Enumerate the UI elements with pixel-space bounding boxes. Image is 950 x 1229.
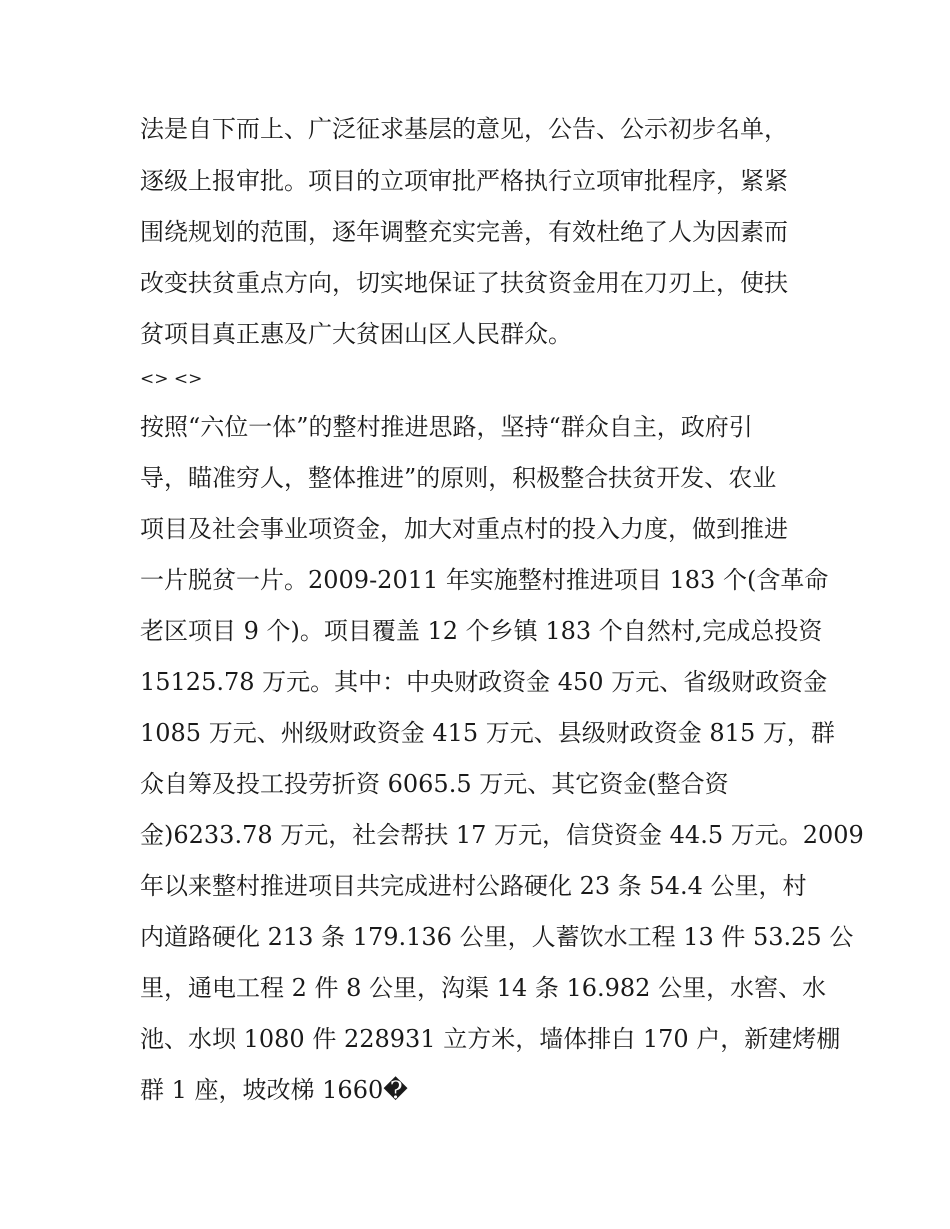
paragraph-2-line-2: 导，瞄准穷人，整体推进”的原则，积极整合扶贫开发、农业: [140, 464, 777, 492]
paragraph-2-line-12: 里，通电工程 2 件 8 公里，沟渠 14 条 16.982 公里，水窖、水: [140, 974, 827, 1002]
paragraph-1-line-2: 逐级上报审批。项目的立项审批严格执行立项审批程序，紧紧: [140, 167, 788, 195]
paragraph-2-line-8: 众自筹及投工投劳折资 6065.5 万元、其它资金(整合资: [140, 770, 729, 798]
paragraph-2-line-1: 按照“六位一体”的整村推进思路，坚持“群众自主，政府引: [140, 413, 753, 441]
paragraph-2-line-3: 项目及社会事业项资金，加大对重点村的投入力度，做到推进: [140, 515, 788, 543]
paragraph-1-line-1: 法是自下而上、广泛征求基层的意见，公告、公示初步名单，: [140, 115, 788, 143]
paragraph-1-line-4: 改变扶贫重点方向，切实地保证了扶贫资金用在刀刃上，使扶: [140, 269, 788, 297]
paragraph-1-line-3: 围绕规划的范围，逐年调整充实完善，有效杜绝了人为因素而: [140, 218, 788, 246]
paragraph-2-line-6: 15125.78 万元。其中：中央财政资金 450 万元、省级财政资金: [140, 668, 828, 696]
paragraph-2-line-9: 金)6233.78 万元，社会帮扶 17 万元，信贷资金 44.5 万元。2009: [140, 821, 864, 849]
paragraph-2-line-7: 1085 万元、州级财政资金 415 万元、县级财政资金 815 万，群: [140, 719, 835, 747]
paragraph-2-line-4: 一片脱贫一片。2009-2011 年实施整村推进项目 183 个(含革命: [140, 566, 829, 594]
separator-marker: <> <>: [140, 369, 203, 389]
paragraph-2-line-5: 老区项目 9 个)。项目覆盖 12 个乡镇 183 个自然村,完成总投资: [140, 617, 823, 645]
paragraph-2-line-13: 池、水坝 1080 件 228931 立方米，墙体排白 170 户，新建烤棚: [140, 1025, 841, 1053]
paragraph-2-line-10: 年以来整村推进项目共完成进村公路硬化 23 条 54.4 公里，村: [140, 872, 807, 900]
paragraph-2-line-14: 群 1 座，坡改梯 1660�: [140, 1076, 408, 1104]
paragraph-2-line-11: 内道路硬化 213 条 179.136 公里，人蓄饮水工程 13 件 53.25 公: [140, 923, 854, 951]
paragraph-1-line-5: 贫项目真正惠及广大贫困山区人民群众。: [140, 320, 572, 348]
